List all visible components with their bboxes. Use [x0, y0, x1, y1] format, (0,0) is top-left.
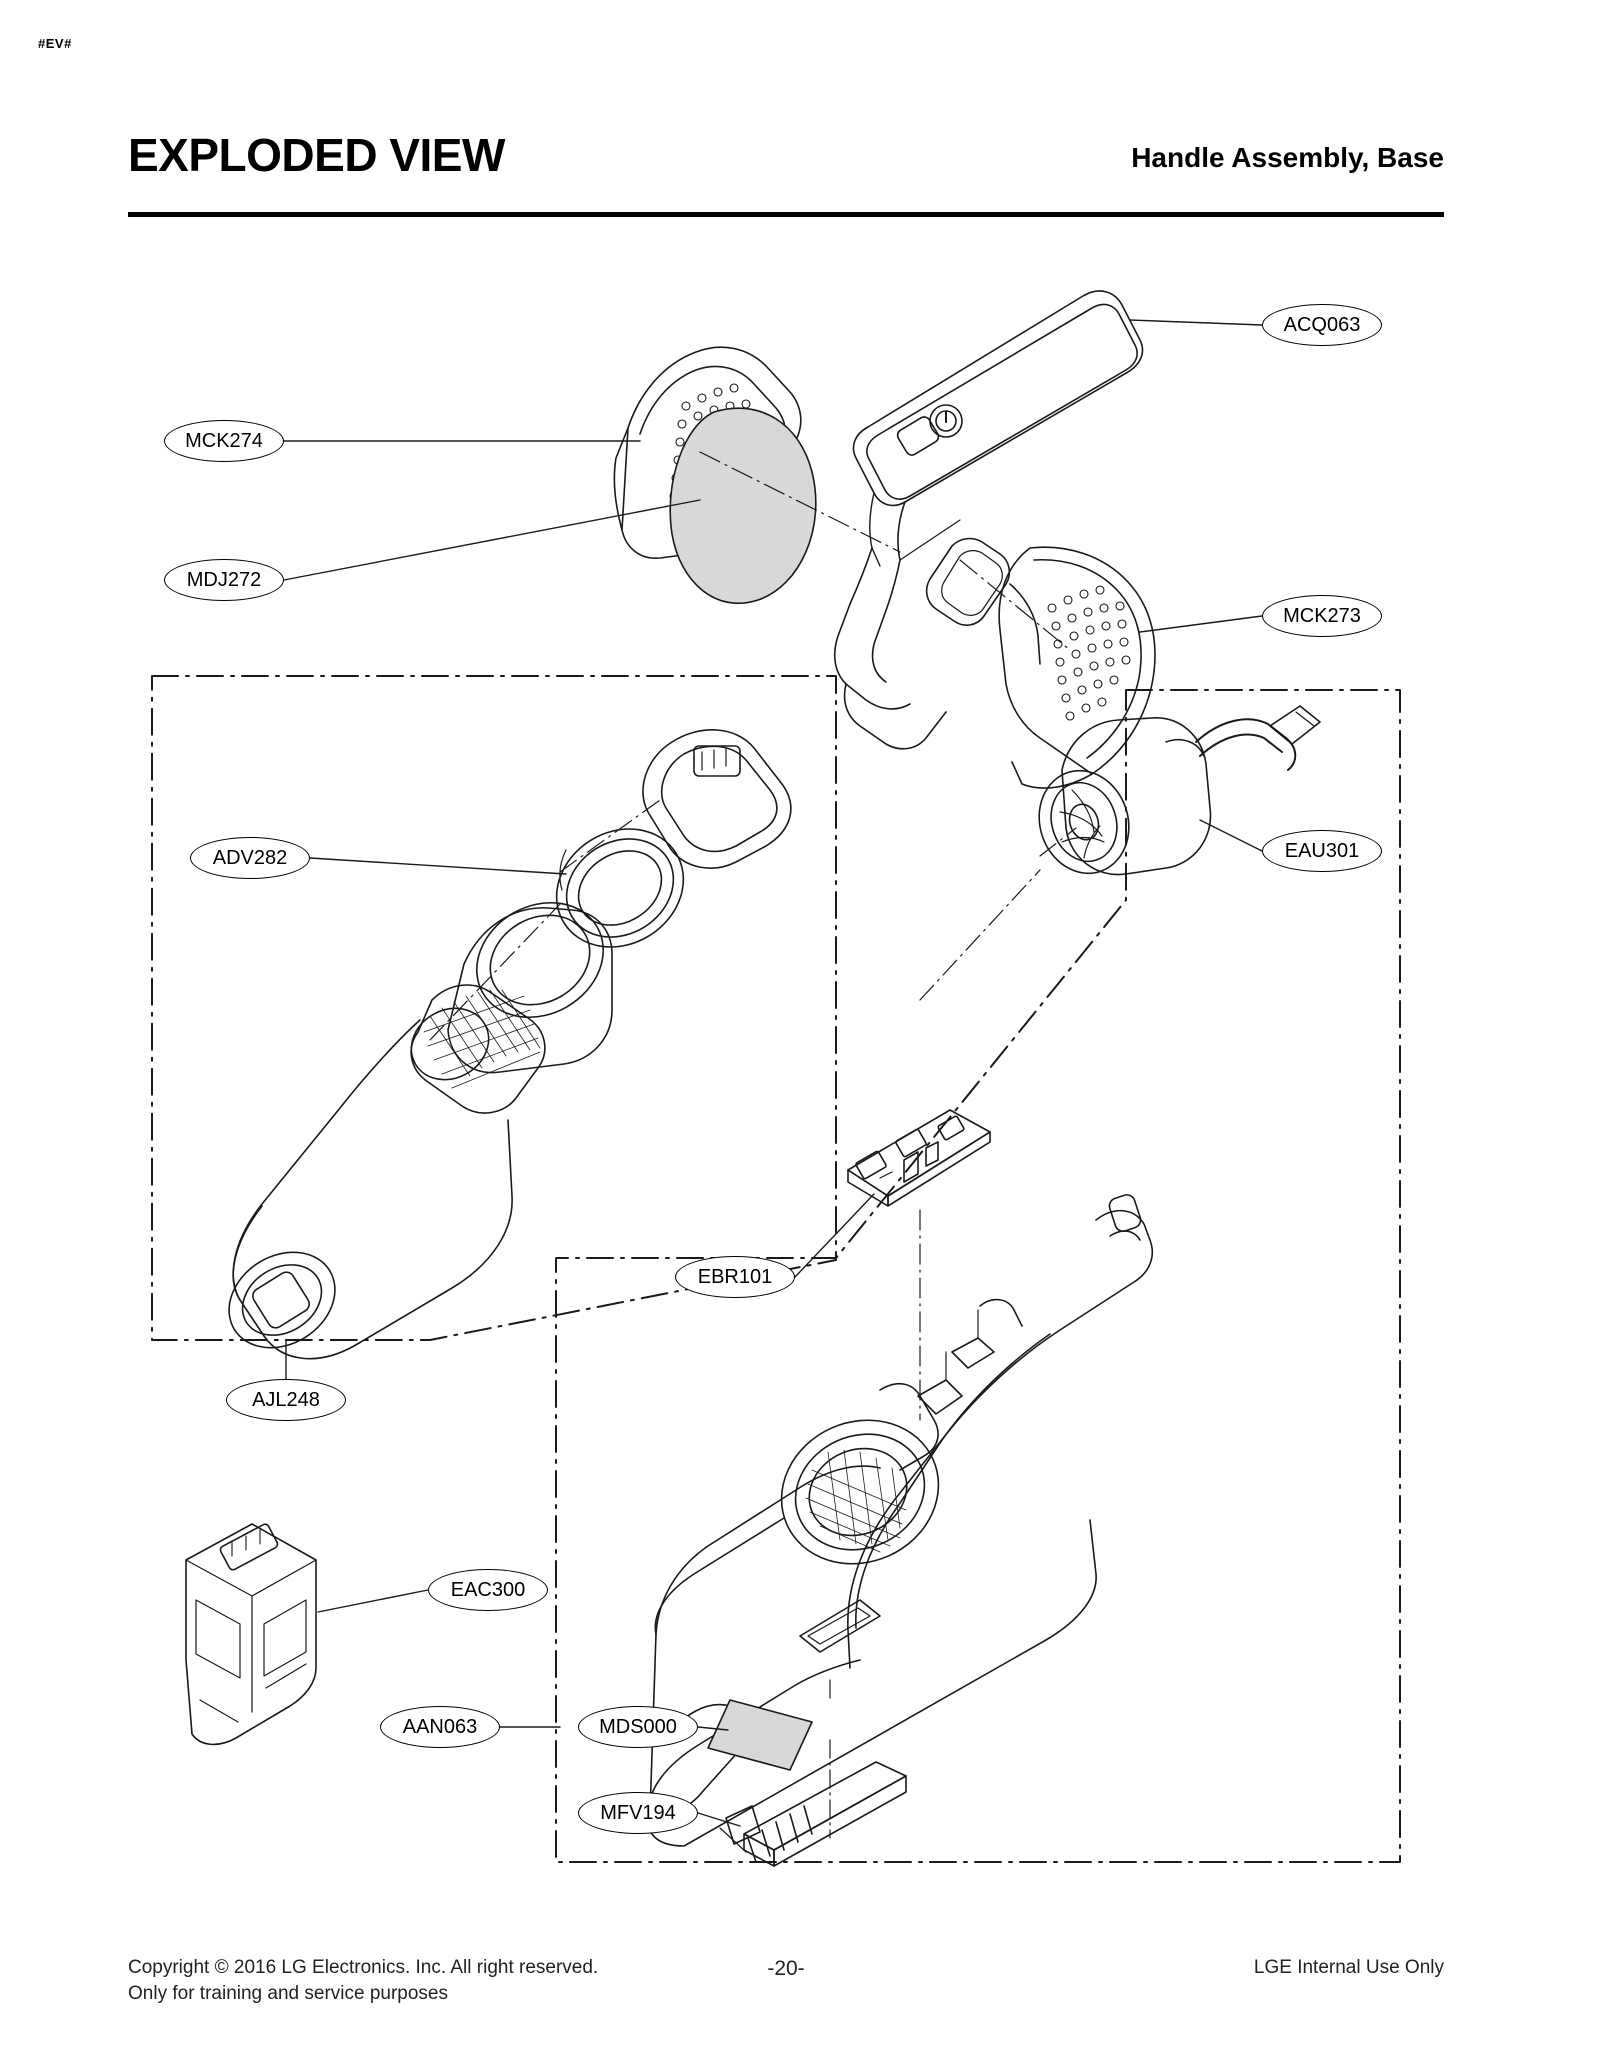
callout-label: EAU301	[1284, 840, 1360, 862]
copyright-line-1: Copyright © 2016 LG Electronics. Inc. All right reserved.	[128, 1957, 599, 1978]
axis-line-cover	[960, 560, 1070, 650]
callout-label: EBR101	[697, 1266, 773, 1288]
callout-label: MCK274	[185, 430, 263, 452]
callout-ajl248[interactable]	[226, 1379, 346, 1421]
part-mdj272-plate	[670, 408, 816, 603]
part-eac300-battery	[186, 1523, 316, 1745]
part-cyclone-filter	[398, 880, 624, 1113]
page-title: EXPLODED VIEW	[128, 129, 505, 181]
callout-ebr101[interactable]	[675, 1256, 795, 1298]
part-mck273-cover	[999, 547, 1155, 788]
corner-tag: #EV#	[38, 36, 72, 51]
callout-label: MDS000	[599, 1716, 677, 1738]
callout-mdj272[interactable]	[164, 559, 284, 601]
copyright-line-2: Only for training and service purposes	[128, 1982, 448, 2004]
internal-use-notice: LGE Internal Use Only	[1253, 1957, 1444, 1978]
part-mfv194-brush	[720, 1762, 906, 1866]
callout-adv282[interactable]	[190, 837, 310, 879]
part-mds000-filter	[708, 1700, 812, 1770]
callout-mfv194[interactable]	[578, 1792, 698, 1834]
copyright-block	[128, 1955, 598, 2006]
page-footer	[128, 1955, 1444, 2025]
page-number: -20-	[767, 1957, 805, 1980]
callout-label: MCK273	[1283, 605, 1361, 627]
callout-aan063[interactable]	[380, 1706, 500, 1748]
callout-mds000[interactable]	[578, 1706, 698, 1748]
callout-mck274[interactable]	[164, 420, 284, 462]
callout-label: EAC300	[450, 1579, 526, 1601]
callout-label: MFV194	[600, 1802, 676, 1824]
callout-eau301[interactable]	[1262, 830, 1382, 872]
callout-label: ACQ063	[1283, 314, 1361, 336]
callout-acq063[interactable]	[1262, 304, 1382, 346]
callout-label: AAN063	[402, 1716, 478, 1738]
part-ebr101-pcb	[848, 1110, 990, 1206]
callout-eac300[interactable]	[428, 1569, 548, 1611]
callout-label: AJL248	[252, 1389, 320, 1411]
callout-label: MDJ272	[186, 569, 262, 591]
callout-label: ADV282	[212, 847, 288, 869]
callout-mck273[interactable]	[1262, 595, 1382, 637]
page-subtitle: Handle Assembly, Base	[1131, 142, 1444, 173]
